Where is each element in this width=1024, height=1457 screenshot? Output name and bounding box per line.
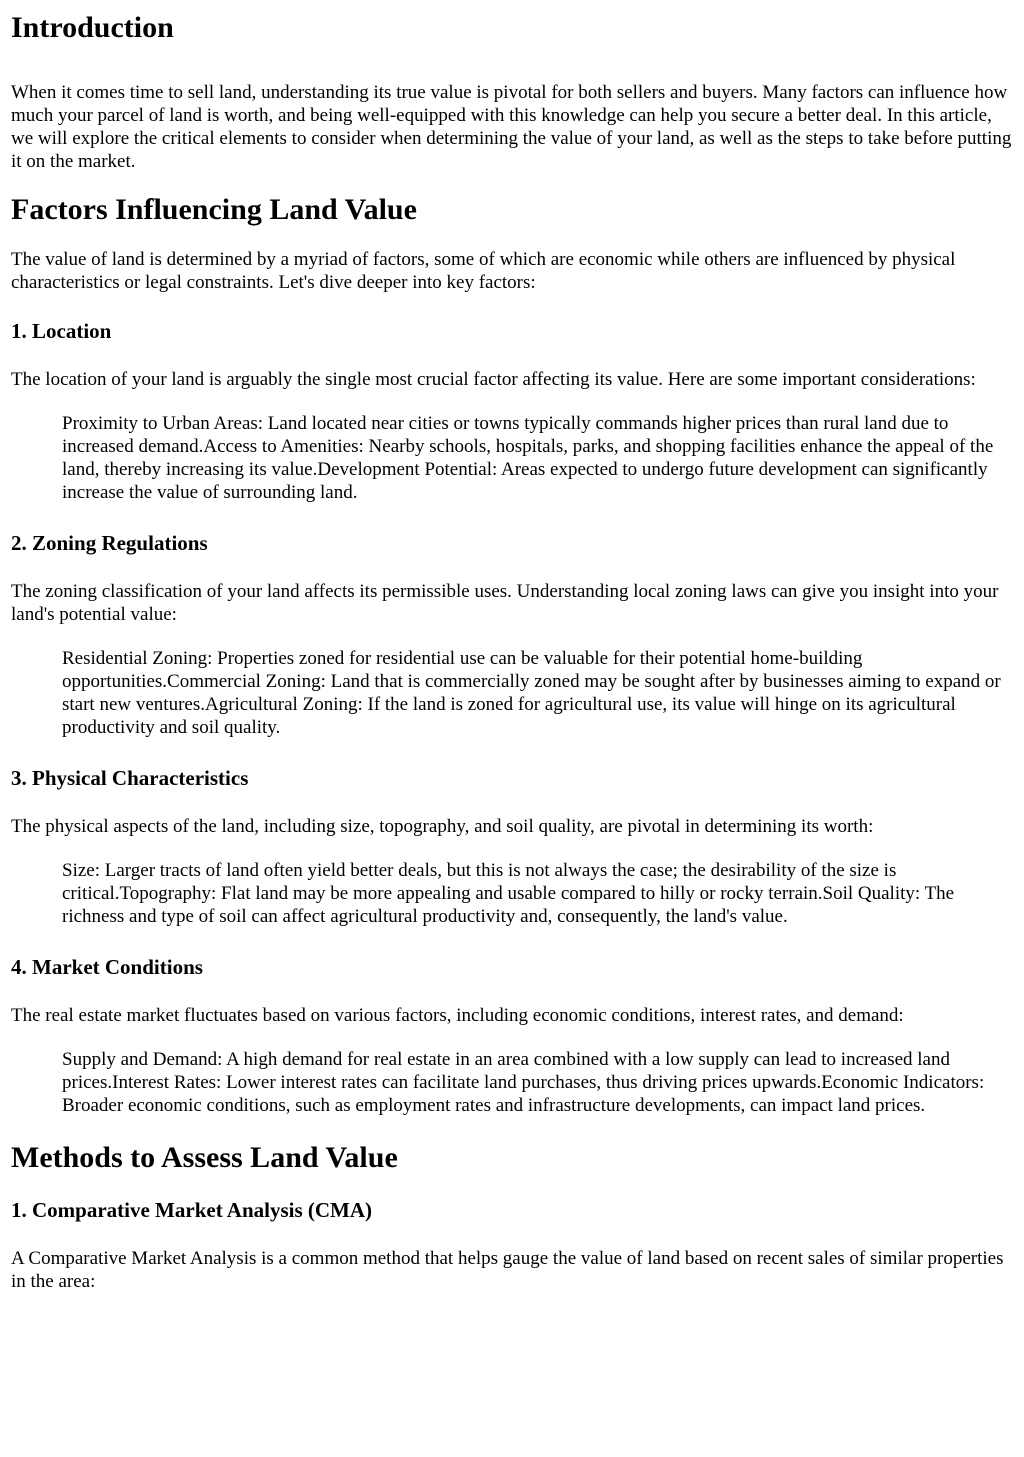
heading-location: 1. Location (11, 319, 112, 343)
heading-cma: 1. Comparative Market Analysis (CMA) (11, 1198, 373, 1222)
quote-zoning: Residential Zoning: Properties zoned for residential use can be valuable for their potential home-building opportunities.Commercial Zoning: Land that is commercially zoned may be sought after by businesses aiming to expand or start new ventures.Agricultural Zoning: If the land is zoned for agricultural use, its value will hinge on its agricultural productivity and soil quality. (62, 648, 1001, 738)
paragraph-physical: The physical aspects of the land, including size, topography, and soil quality, are pivotal in determining its worth: (11, 816, 874, 837)
paragraph-factors: The value of land is determined by a myriad of factors, some of which are economic while others are influenced by physical characteristics or legal constraints. Let's dive deeper into key factors: (11, 249, 956, 293)
heading-physical: 3. Physical Characteristics (11, 766, 249, 790)
quote-location: Proximity to Urban Areas: Land located near cities or towns typically commands higher prices than rural land due to increased demand.Access to Amenities: Nearby schools, hospitals, parks, and shopping facilities enhance the appeal of the land, thereby increasing its value.Development Potential: Areas expected to undergo future development can significantly increase the value of surrounding land. (62, 413, 994, 503)
paragraph-market: The real estate market fluctuates based on various factors, including economic conditions, interest rates, and demand: (11, 1005, 904, 1026)
paragraph-cma: A Comparative Market Analysis is a common method that helps gauge the value of land based on recent sales of similar properties in the area: (11, 1248, 1004, 1292)
heading-zoning: 2. Zoning Regulations (11, 531, 208, 555)
heading-market: 4. Market Conditions (11, 955, 203, 979)
heading-methods: Methods to Assess Land Value (11, 1141, 398, 1174)
quote-market: Supply and Demand: A high demand for real estate in an area combined with a low supply can lead to increased land prices.Interest Rates: Lower interest rates can facilitate land purchases, thus driving prices upwards.Economic Indicators: Broader economic conditions, such as employment rates and infrastructure developments, can impact land prices. (62, 1049, 985, 1116)
quote-physical: Size: Larger tracts of land often yield better deals, but this is not always the case; the desirability of the size is critical.Topography: Flat land may be more appealing and usable compared to hilly or rocky terrain.Soil Quality: The richness and type of soil can affect agricultural productivity and, consequently, the land's value. (62, 860, 955, 927)
article (0, 11, 1024, 1293)
heading-introduction: Introduction (11, 11, 174, 44)
paragraph-location: The location of your land is arguably the single most crucial factor affecting its value. Here are some important considerations: (11, 369, 976, 390)
heading-factors: Factors Influencing Land Value (11, 193, 417, 226)
paragraph-introduction: When it comes time to sell land, understanding its true value is pivotal for both sellers and buyers. Many factors can influence how much your parcel of land is worth, and being well-equipped with this knowledge can help you secure a better deal. In this article, we will explore the critical elements to consider when determining the value of your land, as well as the steps to take before putting it on the market. (11, 82, 1012, 172)
paragraph-zoning: The zoning classification of your land affects its permissible uses. Understanding local zoning laws can give you insight into your land's potential value: (11, 581, 999, 625)
